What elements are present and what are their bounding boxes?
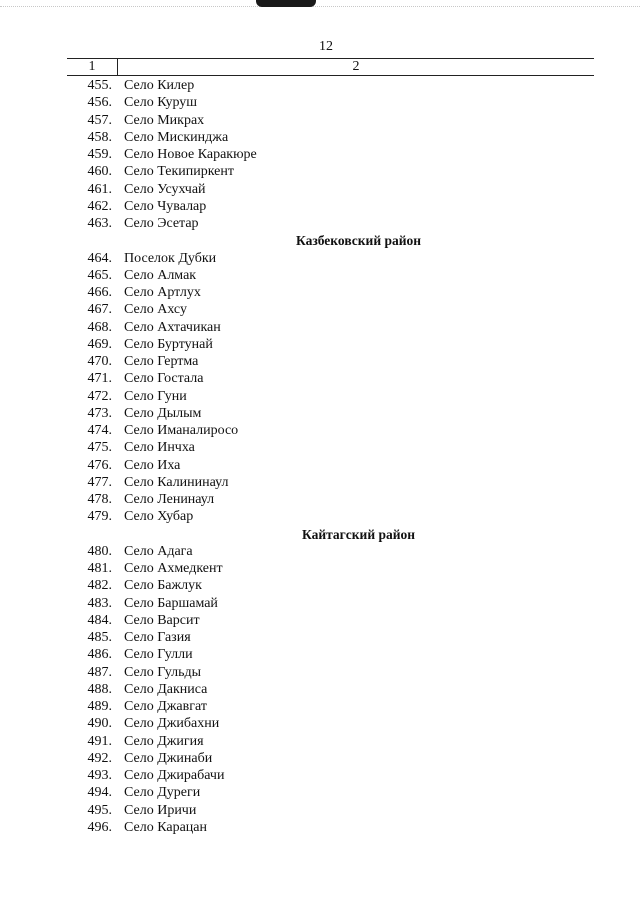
list-item [67, 767, 594, 784]
list-item [67, 629, 594, 646]
list-item [67, 146, 594, 163]
settlement-name: Село Иманалиросо [124, 423, 239, 438]
settlement-name: Село Эсетар [124, 216, 199, 231]
list-item [67, 733, 594, 750]
settlement-name: Село Чувалар [124, 198, 207, 214]
list-item [67, 784, 594, 801]
list-item [67, 819, 594, 836]
list-item [67, 129, 594, 146]
item-number: 466. [87, 285, 112, 300]
item-number: 482. [87, 578, 112, 594]
settlement-name: Село Иричи [124, 802, 197, 818]
district-heading: Казбековский район [295, 233, 422, 249]
list-item [67, 181, 594, 198]
settlement-name: Село Джавгат [124, 699, 207, 714]
item-number: 491. [87, 733, 112, 749]
list-item [67, 215, 594, 232]
settlement-list [67, 77, 594, 836]
item-number: 464. [87, 250, 112, 266]
item-number: 469. [87, 336, 112, 352]
list-item [67, 474, 594, 491]
item-number: 493. [87, 768, 112, 783]
item-number: 489. [87, 699, 112, 714]
scan-artifact-line [0, 6, 640, 8]
settlement-name: Село Газия [124, 630, 191, 645]
settlement-name: Село Гулли [124, 647, 193, 663]
list-item [67, 577, 594, 594]
item-number: 470. [87, 354, 112, 369]
district-heading: Кайтагский район [301, 526, 416, 542]
page-number: 12 [319, 39, 333, 54]
item-number: 460. [87, 164, 112, 180]
settlement-name: Село Джирабачи [124, 768, 225, 783]
item-number: 480. [87, 543, 112, 559]
list-item [67, 301, 594, 318]
settlement-name: Село Баршамай [124, 595, 218, 611]
list-item [67, 560, 594, 577]
settlement-name: Село Куруш [124, 95, 198, 111]
settlement-name: Село Микрах [124, 112, 205, 128]
settlement-name: Село Мискинджа [124, 129, 229, 145]
item-number: 475. [87, 440, 112, 456]
list-item [67, 439, 594, 456]
item-number: 479. [87, 509, 112, 525]
settlement-name: Село Джинаби [124, 750, 213, 766]
settlement-name: Село Джигия [124, 733, 204, 749]
item-number: 455. [87, 78, 112, 93]
item-number: 459. [87, 147, 112, 162]
settlement-name: Село Джибахни [124, 716, 220, 732]
item-number: 474. [87, 423, 112, 438]
item-number: 467. [87, 302, 112, 318]
settlement-name: Село Бажлук [124, 578, 202, 594]
settlement-name: Село Новое Каракюре [124, 147, 257, 162]
settlement-name: Село Дакниса [124, 681, 208, 697]
item-number: 484. [87, 612, 112, 628]
list-item [67, 664, 594, 681]
item-number: 481. [87, 561, 112, 576]
settlement-name: Село Ленинаул [124, 492, 215, 507]
item-number: 462. [87, 198, 112, 214]
settlement-name: Село Дуреги [124, 785, 201, 801]
list-item [67, 698, 594, 715]
list-item [67, 353, 594, 370]
item-number: 468. [87, 319, 112, 335]
list-item [67, 94, 594, 111]
item-number: 492. [87, 750, 112, 766]
list-item [67, 370, 594, 387]
table-header [67, 58, 594, 76]
settlement-name: Село Карацан [124, 819, 207, 835]
settlement-name: Поселок Дубки [124, 250, 217, 266]
list-item [67, 802, 594, 819]
item-number: 476. [87, 457, 112, 473]
settlement-name: Село Варсит [124, 612, 200, 628]
list-item [67, 750, 594, 767]
item-number: 485. [87, 630, 112, 645]
settlement-name: Село Калининаул [124, 474, 229, 490]
list-item [67, 284, 594, 301]
item-number: 477. [87, 474, 112, 490]
settlement-name: Село Адага [124, 543, 193, 559]
settlement-name: Село Гертма [124, 354, 199, 369]
settlement-name: Село Артлух [124, 285, 201, 300]
list-item [67, 646, 594, 663]
item-number: 496. [87, 819, 112, 835]
settlement-name: Село Буртунай [124, 336, 213, 352]
settlement-name: Село Гуни [124, 388, 187, 404]
list-item [67, 457, 594, 474]
item-number: 490. [87, 716, 112, 732]
list-item [67, 422, 594, 439]
list-item [67, 336, 594, 353]
list-item [67, 112, 594, 129]
item-number: 494. [87, 785, 112, 801]
item-number: 473. [87, 405, 112, 421]
settlement-name: Село Хубар [124, 509, 194, 525]
settlement-name: Село Килер [124, 78, 195, 93]
list-item [67, 543, 594, 560]
settlement-name: Село Инчха [124, 440, 195, 456]
column-header-name: 2 [352, 59, 360, 74]
item-number: 471. [87, 371, 112, 387]
settlement-name: Село Иха [124, 457, 181, 473]
item-number: 465. [87, 267, 112, 283]
settlement-name: Село Ахмедкент [124, 561, 223, 576]
list-item [67, 491, 594, 508]
item-number: 472. [87, 388, 112, 404]
list-item [67, 595, 594, 612]
settlement-name: Село Ахсу [124, 302, 187, 318]
settlement-name: Село Ахтачикан [124, 319, 221, 335]
scan-artifact-mark [256, 0, 316, 7]
list-item [67, 267, 594, 284]
settlement-name: Село Текипиркент [124, 164, 234, 180]
list-item [67, 319, 594, 336]
item-number: 478. [87, 492, 112, 507]
list-item [67, 508, 594, 525]
list-item [67, 715, 594, 732]
item-number: 457. [87, 112, 112, 128]
item-number: 486. [87, 647, 112, 663]
item-number: 461. [87, 181, 112, 197]
list-item [67, 77, 594, 94]
item-number: 458. [87, 129, 112, 145]
item-number: 456. [87, 95, 112, 111]
list-item [67, 250, 594, 267]
list-item [67, 405, 594, 422]
list-item [67, 163, 594, 180]
list-item [67, 681, 594, 698]
item-number: 488. [87, 681, 112, 697]
settlement-name: Село Дылым [124, 405, 202, 421]
item-number: 487. [87, 664, 112, 680]
list-item [67, 198, 594, 215]
settlement-name: Село Усухчай [124, 181, 206, 197]
item-number: 483. [87, 595, 112, 611]
settlement-name: Село Гульды [124, 664, 202, 680]
item-number: 463. [87, 216, 112, 231]
settlement-name: Село Алмак [124, 267, 197, 283]
column-header-number: 1 [67, 59, 118, 75]
item-number: 495. [87, 802, 112, 818]
list-item [67, 388, 594, 405]
settlement-name: Село Гостала [124, 371, 204, 387]
list-item [67, 612, 594, 629]
